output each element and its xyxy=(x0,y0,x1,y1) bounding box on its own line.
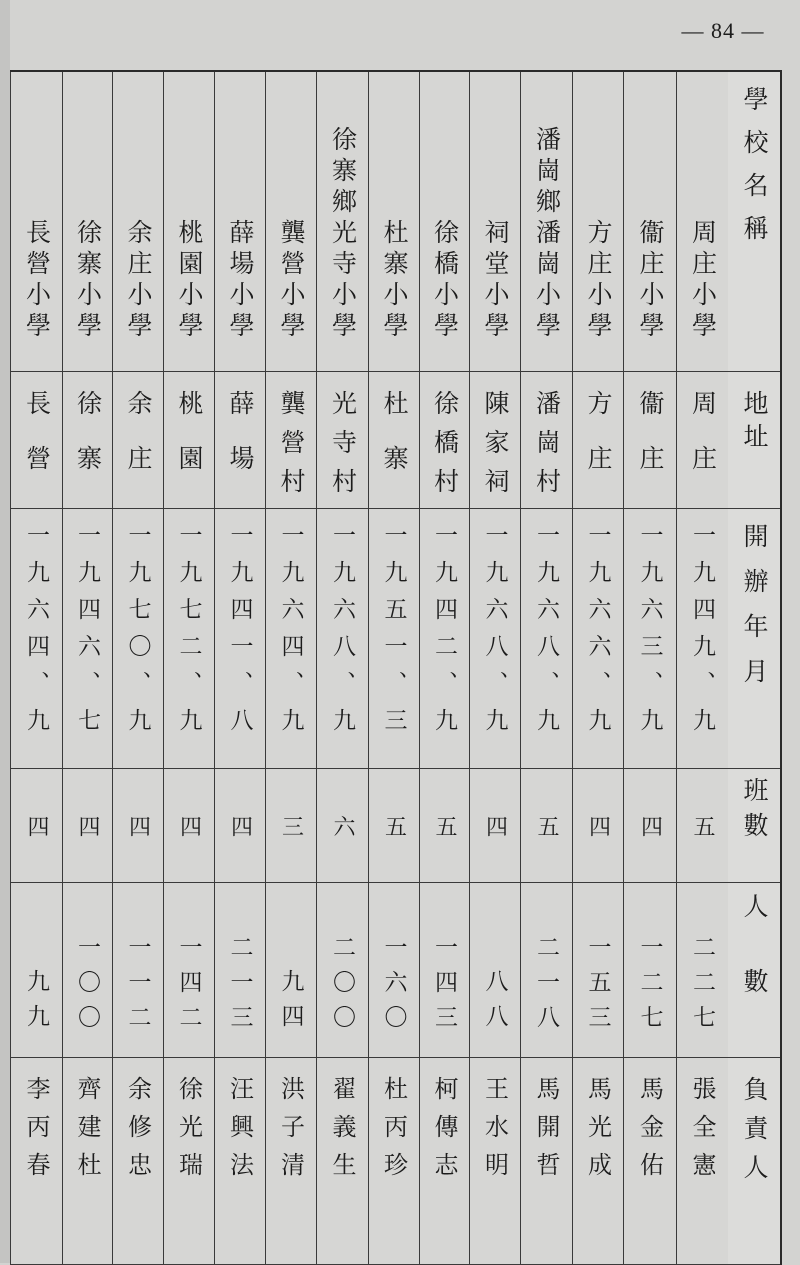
school-name-cell xyxy=(265,72,316,372)
school-founded-text: 一九六八、九 xyxy=(533,523,559,745)
school-principal-cell xyxy=(419,1058,469,1265)
header-address xyxy=(728,372,780,509)
school-name-cell xyxy=(469,72,520,372)
school-principal-text: 徐光瑞 xyxy=(174,1076,203,1190)
school-address-text: 杜寨 xyxy=(380,390,409,500)
school-principal-cell xyxy=(10,1058,62,1265)
school-founded-text: 一九六八、九 xyxy=(481,523,508,745)
school-name-text: 薛場小學 xyxy=(226,219,255,343)
school-students-cell xyxy=(214,883,265,1058)
school-table xyxy=(10,70,782,1265)
school-name-cell xyxy=(368,72,419,372)
school-name-cell xyxy=(676,72,728,372)
school-founded-text: 一九七〇、九 xyxy=(124,523,151,745)
school-name-cell xyxy=(419,72,469,372)
school-address-cell xyxy=(520,372,572,509)
header-classes xyxy=(728,769,780,883)
school-name-text: 長營小學 xyxy=(22,219,52,343)
school-classes-cell xyxy=(676,769,728,883)
school-address-text: 長營 xyxy=(22,390,52,500)
school-address-cell xyxy=(469,372,520,509)
school-address-text: 余庄 xyxy=(124,390,153,500)
school-address-cell xyxy=(62,372,112,509)
school-students-cell xyxy=(10,883,62,1058)
school-classes-cell xyxy=(520,769,572,883)
school-students-cell xyxy=(163,883,214,1058)
school-principal-cell xyxy=(163,1058,214,1265)
school-name-cell xyxy=(62,72,112,372)
school-principal-cell xyxy=(676,1058,728,1265)
school-principal-text: 柯傳志 xyxy=(430,1076,458,1190)
school-principal-text: 汪興法 xyxy=(225,1076,254,1190)
school-principal-text: 齊建杜 xyxy=(73,1076,101,1190)
school-classes-text: 四 xyxy=(75,814,100,837)
school-address-cell xyxy=(623,372,676,509)
header-founded xyxy=(728,509,780,769)
school-address-cell xyxy=(676,372,728,509)
school-name-cell xyxy=(163,72,214,372)
school-name-text: 龔營小學 xyxy=(277,219,306,343)
school-founded-cell xyxy=(572,509,623,769)
school-classes-text: 三 xyxy=(278,814,304,837)
school-name-text: 桃園小學 xyxy=(175,219,204,343)
school-address-cell xyxy=(112,372,163,509)
school-principal-cell xyxy=(112,1058,163,1265)
header-principal-text: 負責人 xyxy=(740,1076,769,1193)
school-principal-text: 馬光成 xyxy=(583,1076,612,1190)
school-name-text: 祠堂小學 xyxy=(481,219,510,343)
school-principal-cell xyxy=(368,1058,419,1265)
school-founded-cell xyxy=(316,509,368,769)
school-name-cell xyxy=(623,72,676,372)
school-name-text: 方庄小學 xyxy=(584,219,613,343)
school-classes-cell xyxy=(572,769,623,883)
school-principal-cell xyxy=(316,1058,368,1265)
school-name-text: 徐寨小學 xyxy=(73,219,103,343)
header-students xyxy=(728,883,780,1058)
school-founded-text: 一九四一、八 xyxy=(226,523,253,745)
school-classes-text: 四 xyxy=(125,814,151,837)
school-address-cell xyxy=(163,372,214,509)
school-address-text: 方庄 xyxy=(584,390,613,500)
school-principal-text: 馬開哲 xyxy=(532,1076,560,1190)
school-classes-cell xyxy=(214,769,265,883)
school-students-cell xyxy=(265,883,316,1058)
school-address-text: 衞庄 xyxy=(636,390,665,500)
school-name-text: 徐寨鄉光寺小學 xyxy=(328,126,358,343)
school-founded-text: 一九五一、三 xyxy=(380,523,407,745)
school-classes-text: 五 xyxy=(381,814,407,837)
school-students-text: 一〇〇 xyxy=(74,935,100,1040)
school-students-text: 一四二 xyxy=(175,935,202,1040)
school-classes-cell xyxy=(265,769,316,883)
school-principal-text: 馬金佑 xyxy=(635,1076,664,1190)
school-students-cell xyxy=(62,883,112,1058)
school-name-cell xyxy=(214,72,265,372)
school-principal-cell xyxy=(214,1058,265,1265)
school-address-cell xyxy=(572,372,623,509)
school-principal-cell xyxy=(265,1058,316,1265)
school-founded-cell xyxy=(214,509,265,769)
school-students-text: 一四三 xyxy=(431,935,457,1040)
school-students-text: 二〇〇 xyxy=(329,935,355,1040)
school-founded-cell xyxy=(520,509,572,769)
school-founded-text: 一九六四、九 xyxy=(277,523,304,745)
school-name-text: 余庄小學 xyxy=(124,219,153,343)
school-address-text: 陳家祠 xyxy=(481,390,510,507)
school-classes-cell xyxy=(419,769,469,883)
school-name-text: 衞庄小學 xyxy=(636,219,665,343)
school-classes-text: 六 xyxy=(330,814,355,837)
school-founded-cell xyxy=(419,509,469,769)
school-students-cell xyxy=(112,883,163,1058)
school-founded-cell xyxy=(163,509,214,769)
school-classes-text: 四 xyxy=(227,814,253,837)
school-students-cell xyxy=(368,883,419,1058)
school-students-text: 一二七 xyxy=(636,935,663,1040)
school-address-text: 龔營村 xyxy=(277,390,306,507)
school-address-cell xyxy=(368,372,419,509)
school-classes-cell xyxy=(316,769,368,883)
school-name-text: 潘崗鄉潘崗小學 xyxy=(532,126,562,343)
school-students-cell xyxy=(572,883,623,1058)
school-address-cell xyxy=(419,372,469,509)
school-address-text: 徐橋村 xyxy=(430,390,460,507)
school-students-text: 八八 xyxy=(481,969,508,1039)
school-principal-text: 張全憲 xyxy=(688,1076,716,1190)
header-students-text: 人數 xyxy=(740,893,769,1043)
school-address-text: 光寺村 xyxy=(328,390,358,507)
school-students-text: 二一八 xyxy=(533,935,559,1040)
header-principal xyxy=(728,1058,780,1265)
school-principal-text: 李丙春 xyxy=(22,1076,50,1190)
school-name-cell xyxy=(10,72,62,372)
school-name-text: 周庄小學 xyxy=(688,219,718,343)
school-address-cell xyxy=(265,372,316,509)
school-founded-cell xyxy=(265,509,316,769)
school-founded-text: 一九四九、九 xyxy=(689,523,715,745)
school-classes-text: 五 xyxy=(690,814,715,837)
school-principal-text: 王水明 xyxy=(480,1076,509,1190)
school-classes-cell xyxy=(62,769,112,883)
school-address-text: 薛場 xyxy=(226,390,255,500)
school-classes-text: 四 xyxy=(637,814,663,837)
school-principal-cell xyxy=(62,1058,112,1265)
school-principal-text: 翟義生 xyxy=(328,1076,356,1190)
school-students-cell xyxy=(419,883,469,1058)
school-students-text: 九九 xyxy=(23,969,49,1039)
school-name-cell xyxy=(520,72,572,372)
school-name-text: 杜寨小學 xyxy=(380,219,409,343)
school-students-text: 九四 xyxy=(277,969,304,1039)
school-principal-text: 洪子清 xyxy=(276,1076,305,1190)
school-classes-text: 四 xyxy=(24,814,49,837)
school-students-text: 二二七 xyxy=(689,935,715,1040)
school-founded-cell xyxy=(469,509,520,769)
school-principal-cell xyxy=(623,1058,676,1265)
school-name-cell xyxy=(316,72,368,372)
school-founded-cell xyxy=(623,509,676,769)
school-address-text: 周庄 xyxy=(688,390,718,500)
school-address-cell xyxy=(316,372,368,509)
school-classes-text: 四 xyxy=(176,814,202,837)
school-address-cell xyxy=(10,372,62,509)
school-classes-text: 五 xyxy=(432,814,457,837)
school-students-text: 一五三 xyxy=(584,935,611,1040)
school-classes-cell xyxy=(469,769,520,883)
header-founded-text: 開辦年月 xyxy=(740,523,769,703)
school-students-text: 一六〇 xyxy=(380,935,407,1040)
school-founded-cell xyxy=(368,509,419,769)
school-principal-text: 杜丙珍 xyxy=(379,1076,408,1190)
school-address-text: 潘崗村 xyxy=(532,390,562,507)
school-classes-text: 四 xyxy=(585,814,611,837)
school-name-cell xyxy=(572,72,623,372)
school-founded-text: 一九四二、九 xyxy=(431,523,457,745)
school-address-text: 徐寨 xyxy=(73,390,103,500)
school-name-cell xyxy=(112,72,163,372)
school-founded-text: 一九四六、七 xyxy=(74,523,100,745)
school-principal-cell xyxy=(520,1058,572,1265)
school-students-cell xyxy=(520,883,572,1058)
page-edge-shadow xyxy=(0,0,10,1263)
school-students-cell xyxy=(676,883,728,1058)
school-table-grid xyxy=(10,72,780,1265)
school-founded-text: 一九六六、九 xyxy=(584,523,611,745)
school-founded-text: 一九七二、九 xyxy=(175,523,202,745)
school-students-text: 二一三 xyxy=(226,935,253,1040)
school-principal-text: 余修忠 xyxy=(123,1076,152,1190)
school-founded-text: 一九六三、九 xyxy=(636,523,663,745)
school-founded-cell xyxy=(62,509,112,769)
school-name-text: 徐橋小學 xyxy=(430,219,460,343)
school-classes-text: 五 xyxy=(534,814,559,837)
header-classes-text: 班數 xyxy=(740,777,769,847)
header-name xyxy=(728,72,780,372)
school-principal-cell xyxy=(572,1058,623,1265)
school-students-cell xyxy=(469,883,520,1058)
header-name-text: 學校名稱 xyxy=(740,86,769,258)
school-classes-cell xyxy=(623,769,676,883)
school-founded-cell xyxy=(10,509,62,769)
school-address-cell xyxy=(214,372,265,509)
school-founded-cell xyxy=(112,509,163,769)
school-classes-cell xyxy=(163,769,214,883)
school-founded-text: 一九六四、九 xyxy=(23,523,49,745)
school-classes-text: 四 xyxy=(482,814,508,837)
school-classes-cell xyxy=(112,769,163,883)
school-students-text: 一一二 xyxy=(124,935,151,1040)
school-classes-cell xyxy=(10,769,62,883)
school-founded-cell xyxy=(676,509,728,769)
header-address-text: 地址 xyxy=(740,390,769,456)
page-number: — 84 — xyxy=(681,18,765,43)
school-founded-text: 一九六八、九 xyxy=(329,523,355,745)
school-principal-cell xyxy=(469,1058,520,1265)
school-classes-cell xyxy=(368,769,419,883)
school-address-text: 桃園 xyxy=(175,390,204,500)
school-students-cell xyxy=(316,883,368,1058)
school-students-cell xyxy=(623,883,676,1058)
